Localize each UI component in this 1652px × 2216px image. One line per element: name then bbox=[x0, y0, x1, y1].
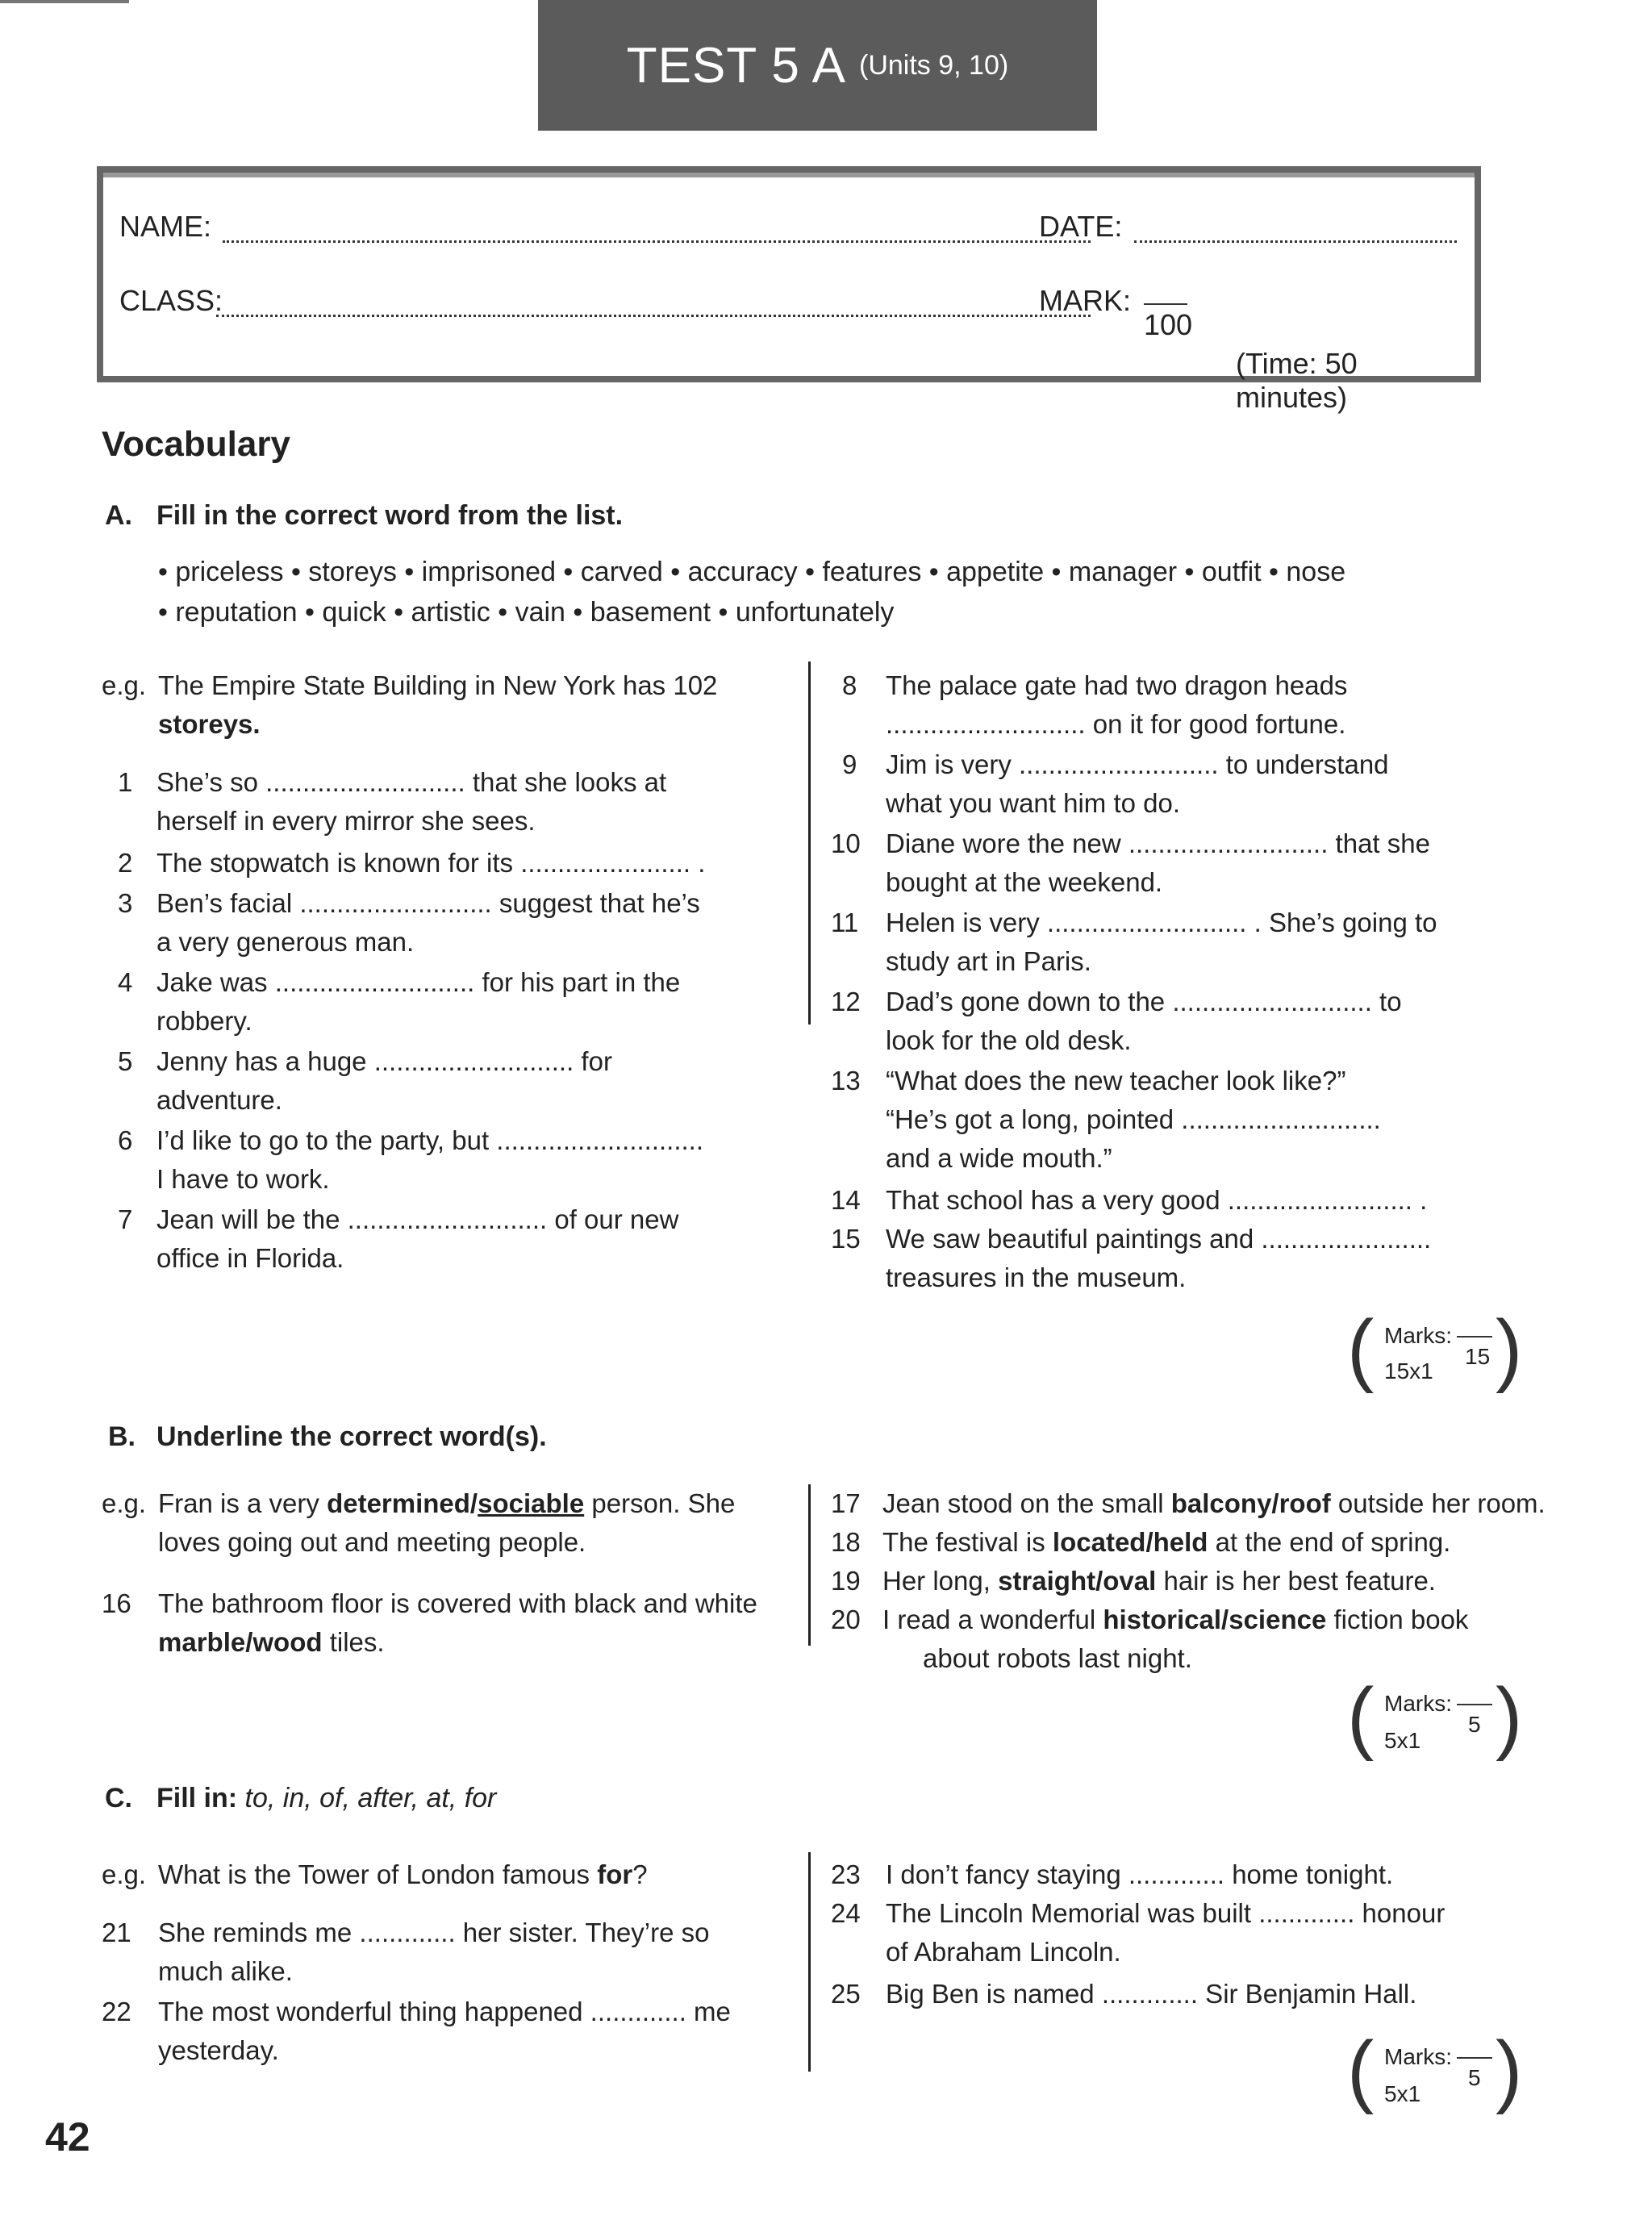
q18-options[interactable]: located/held bbox=[1052, 1527, 1208, 1557]
marks-b-right-paren: ) bbox=[1496, 1671, 1523, 1762]
section-c-instruction: Fill in: to, in, of, after, at, for bbox=[156, 1783, 497, 1813]
vocabulary-heading: Vocabulary bbox=[102, 424, 290, 464]
question-21: 21 She reminds me ............. her sister. They’re so much alike. bbox=[102, 1918, 710, 1986]
question-14: 14 That school has a very good ......................... . bbox=[831, 1185, 1428, 1215]
question-18: 18 The festival is located/held at the end of spring. bbox=[831, 1527, 1451, 1557]
date-field[interactable] bbox=[1134, 240, 1457, 243]
section-a-divider bbox=[808, 661, 811, 1025]
question-1: 1 She’s so ........................... that she looks at herself in every mirror she sees. bbox=[118, 767, 667, 836]
q20-options[interactable]: historical/science bbox=[1103, 1605, 1327, 1634]
question-11: 11 Helen is very ........................... . She’s going to study art in Paris. bbox=[831, 908, 1437, 976]
question-3: 3 Ben’s facial .......................... suggest that he’s a very generous man. bbox=[118, 888, 700, 957]
question-20: 20 I read a wonderful historical/science fiction book about robots last night. bbox=[831, 1605, 1469, 1673]
question-8: 8 The palace gate had two dragon heads ........................... on it for good fortune. bbox=[842, 670, 1348, 739]
question-19: 19 Her long, straight/oval hair is her best feature. bbox=[831, 1566, 1436, 1596]
class-label: CLASS: bbox=[119, 284, 223, 317]
section-c-divider bbox=[808, 1852, 811, 2072]
info-box-top-bar bbox=[103, 173, 1475, 177]
date-label: DATE: bbox=[1039, 210, 1123, 243]
marks-box-c: ( Marks: 5 5x1 ) bbox=[1347, 2025, 1523, 2115]
question-12: 12 Dad’s gone down to the ........................... to look for the old desk. bbox=[831, 987, 1402, 1055]
question-5: 5 Jenny has a huge ........................... for adventure. bbox=[118, 1046, 612, 1115]
marks-box-a: ( Marks: 15 15x1 ) bbox=[1347, 1304, 1523, 1394]
question-25: 25 Big Ben is named ............. Sir Benjamin Hall. bbox=[831, 1979, 1417, 2009]
question-24: 24 The Lincoln Memorial was built ............. honour of Abraham Lincoln. bbox=[831, 1898, 1446, 1967]
mark-fraction-line bbox=[1144, 303, 1187, 305]
question-16: 16 The bathroom floor is covered with black and white marble/wood tiles. bbox=[102, 1588, 757, 1657]
question-17: 17 Jean stood on the small balcony/roof outside her room. bbox=[831, 1488, 1546, 1518]
question-15: 15 We saw beautiful paintings and ....................... treasures in the museum. bbox=[831, 1224, 1432, 1292]
name-label: NAME: bbox=[119, 210, 212, 243]
example-c: e.g. What is the Tower of London famous for? bbox=[102, 1859, 648, 1889]
section-b-divider bbox=[808, 1484, 811, 1646]
question-2: 2 The stopwatch is known for its ....................... . bbox=[118, 848, 706, 878]
question-7: 7 Jean will be the ........................... of our new office in Florida. bbox=[118, 1204, 679, 1273]
section-c-letter: C. bbox=[105, 1783, 132, 1813]
marks-b-left-paren: ( bbox=[1347, 1671, 1375, 1762]
time-limit: (Time: 50 minutes) bbox=[1236, 347, 1358, 414]
test-title: TEST 5 A bbox=[626, 37, 846, 94]
example-a: e.g. The Empire State Building in New York has 102 storeys. bbox=[102, 666, 795, 747]
student-info-box bbox=[97, 166, 1481, 414]
q19-options[interactable]: straight/oval bbox=[998, 1566, 1157, 1596]
marks-a-right-paren: ) bbox=[1496, 1304, 1523, 1394]
question-13: 13 “What does the new teacher look like?” “He’s got a long, pointed ........................... and a wide mouth.” bbox=[831, 1066, 1381, 1173]
page-number: 42 bbox=[45, 2114, 90, 2160]
section-a-instruction: Fill in the correct word from the list. bbox=[156, 500, 624, 531]
question-6: 6 I’d like to go to the party, but ............................ I have to work. bbox=[118, 1125, 704, 1194]
section-c-options: to, in, of, after, at, for bbox=[244, 1783, 497, 1813]
example-c-answer: for bbox=[597, 1859, 633, 1889]
question-10: 10 Diane wore the new ........................... that she bought at the weekend. bbox=[831, 828, 1430, 897]
mark-label: MARK: bbox=[1039, 284, 1132, 317]
marks-c-left-paren: ( bbox=[1347, 2025, 1375, 2115]
class-field[interactable] bbox=[216, 315, 1091, 317]
q17-options[interactable]: balcony/roof bbox=[1170, 1488, 1331, 1518]
marks-a-left-paren: ( bbox=[1347, 1304, 1375, 1394]
top-rule bbox=[0, 0, 129, 3]
name-field[interactable] bbox=[223, 240, 1091, 243]
question-9: 9 Jim is very ........................... to understand what you want him to do. bbox=[842, 749, 1389, 818]
marks-box-b: ( Marks: 5 5x1 ) bbox=[1347, 1671, 1523, 1762]
question-22: 22 The most wonderful thing happened ............. me yesterday. bbox=[102, 1997, 731, 2065]
q16-options[interactable]: marble/wood bbox=[158, 1627, 323, 1657]
section-a-letter: A. bbox=[105, 500, 132, 531]
section-b-letter: B. bbox=[108, 1421, 136, 1452]
section-b-instruction: Underline the correct word(s). bbox=[156, 1421, 547, 1452]
example-b: e.g. Fran is a very determined/sociable person. She loves going out and meeting people. bbox=[102, 1488, 736, 1557]
question-4: 4 Jake was ........................... for his part in the robbery. bbox=[118, 967, 681, 1036]
example-b-answer: sociable bbox=[478, 1488, 585, 1518]
test-title-banner bbox=[538, 0, 1097, 131]
question-23: 23 I don’t fancy staying ............. home tonight. bbox=[831, 1859, 1394, 1889]
mark-total: 100 bbox=[1144, 308, 1193, 341]
marks-c-right-paren: ) bbox=[1496, 2025, 1523, 2115]
example-a-answer: storeys. bbox=[158, 709, 261, 739]
word-list-line-1: • priceless • storeys • imprisoned • carved • accuracy • features • appetite • manager • outfit • nose bbox=[158, 557, 1346, 587]
test-units: (Units 9, 10) bbox=[859, 49, 1009, 81]
word-list-line-2: • reputation • quick • artistic • vain • basement • unfortunately bbox=[158, 597, 895, 628]
